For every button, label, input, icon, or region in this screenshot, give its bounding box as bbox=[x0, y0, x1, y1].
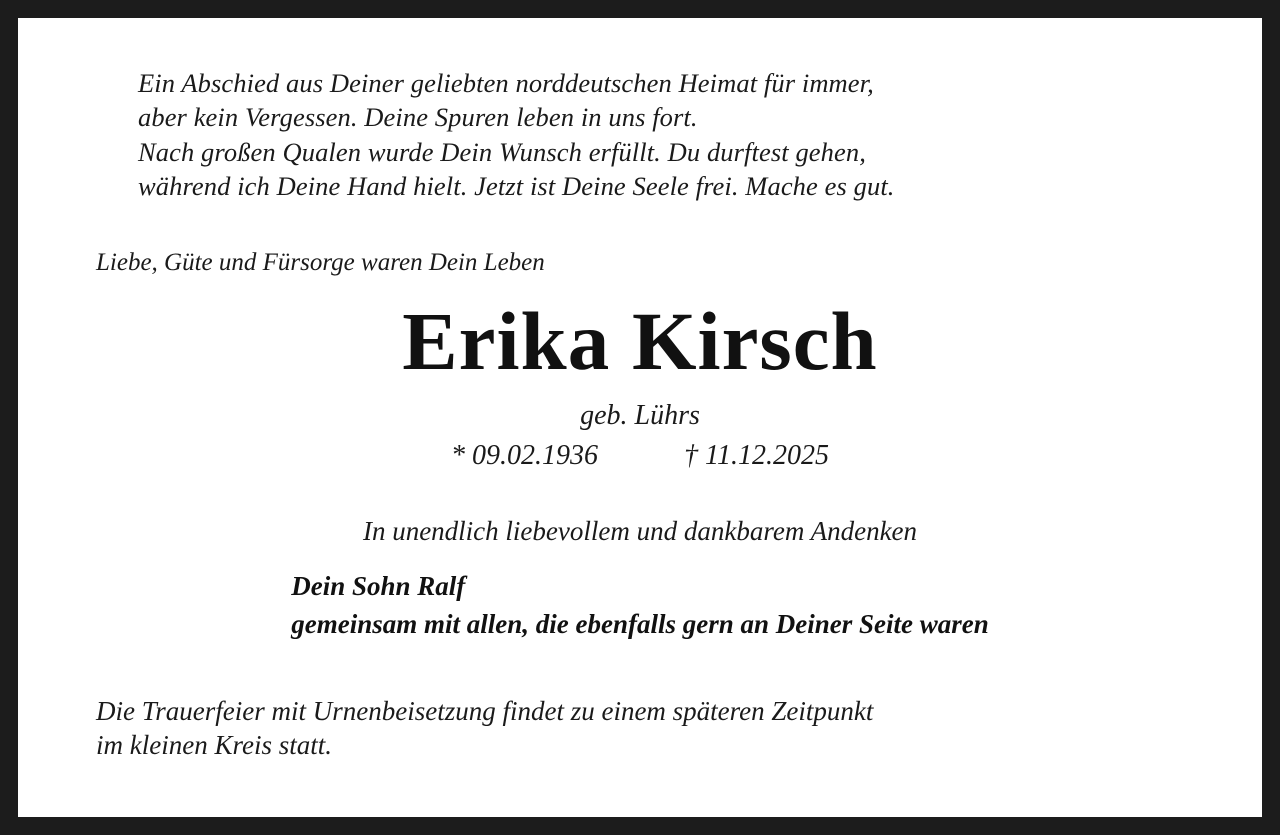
deceased-name: Erika Kirsch bbox=[402, 294, 878, 387]
lead-line: Liebe, Güte und Fürsorge waren Dein Leben bbox=[96, 248, 545, 276]
birth-date: * 09.02.1936 bbox=[451, 439, 599, 471]
closing-note bbox=[96, 695, 1184, 763]
closing-line: Die Trauerfeier mit Urnenbeisetzung findet zu einem späteren Zeitpunkt bbox=[96, 696, 874, 727]
obituary-card bbox=[18, 18, 1262, 817]
verse-line: Nach großen Qualen wurde Dein Wunsch erfüllt. Du durftest gehen, bbox=[138, 136, 866, 167]
memorial-text: In unendlich liebevollem und dankbarem Andenken bbox=[362, 515, 918, 546]
maiden-name: geb. Lührs bbox=[580, 399, 700, 431]
obituary-content bbox=[18, 18, 1262, 817]
verse-line: während ich Deine Hand hielt. Jetzt ist Deine Seele frei. Mache es gut. bbox=[138, 171, 895, 202]
mourner-line: gemeinsam mit allen, die ebenfalls gern an Deiner Seite waren bbox=[291, 609, 989, 640]
death-date: † 11.12.2025 bbox=[684, 439, 829, 471]
mourner-line: Dein Sohn Ralf bbox=[291, 570, 466, 601]
verse-line: Ein Abschied aus Deiner geliebten norddeutschen Heimat für immer, bbox=[138, 68, 874, 98]
life-dates bbox=[96, 440, 1184, 472]
verse-line: aber kein Vergessen. Deine Spuren leben in uns fort. bbox=[138, 102, 698, 133]
mourners-block bbox=[96, 567, 1184, 644]
verse-block bbox=[138, 66, 1184, 204]
closing-line: im kleinen Kreis statt. bbox=[96, 730, 332, 761]
